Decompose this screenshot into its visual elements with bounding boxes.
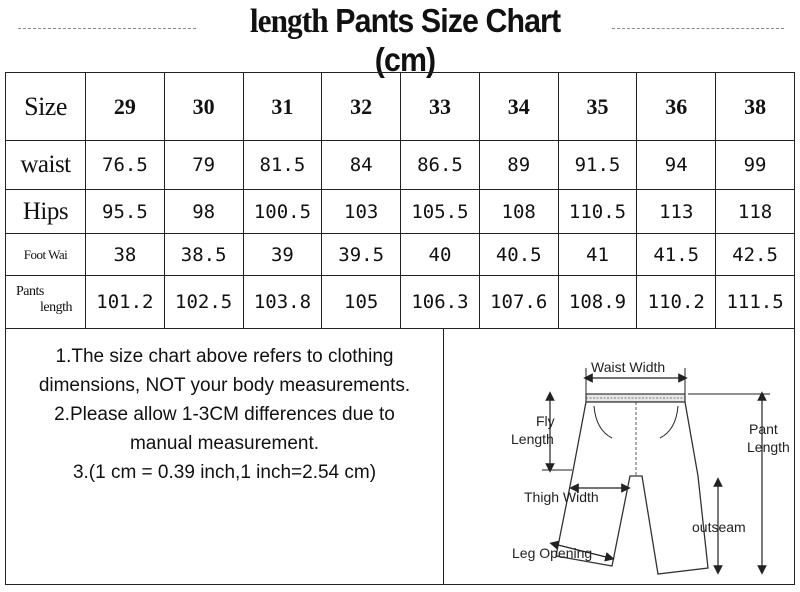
note-line: dimensions, NOT your body measurements. — [38, 375, 411, 396]
size-cell: 38 — [716, 73, 795, 141]
table-cell: 99 — [716, 141, 795, 190]
table-cell: 89 — [479, 141, 558, 190]
fly-length-indicator — [511, 396, 572, 470]
table-cell: 39.5 — [322, 234, 401, 276]
table-cell: 98 — [164, 190, 243, 234]
note-line: 3.(1 cm = 0.39 inch,1 inch=2.54 cm) — [72, 462, 377, 483]
label-thigh-width: Thigh Width — [524, 489, 599, 505]
title-divider-right — [612, 28, 784, 29]
notes-block — [6, 342, 443, 487]
table-cell: 40 — [401, 234, 480, 276]
note-line: manual measurement. — [129, 433, 320, 454]
table-row-hips — [6, 190, 795, 234]
label-outseam: outseam — [692, 519, 746, 535]
table-cell: 95.5 — [86, 190, 165, 234]
table-cell: 84 — [322, 141, 401, 190]
info-panel — [5, 328, 795, 585]
size-cell: 33 — [401, 73, 480, 141]
table-cell: 113 — [637, 190, 716, 234]
waist-width-indicator — [586, 359, 685, 394]
row-label-pants-length — [6, 276, 86, 329]
table-cell: 107.6 — [479, 276, 558, 329]
table-cell: 79 — [164, 141, 243, 190]
table-cell: 38 — [86, 234, 165, 276]
table-row-foot-waist — [6, 234, 795, 276]
table-cell: 103 — [322, 190, 401, 234]
title-divider-left — [18, 28, 196, 29]
table-cell: 81.5 — [243, 141, 322, 190]
row-label-pants: Pants — [16, 284, 44, 299]
label-pant: Pant — [749, 421, 778, 437]
table-cell: 102.5 — [164, 276, 243, 329]
table-cell: 41 — [558, 234, 637, 276]
table-cell: 41.5 — [637, 234, 716, 276]
table-cell: 111.5 — [716, 276, 795, 329]
table-cell: 105 — [322, 276, 401, 329]
note-line: 1.The size chart above refers to clothing — [55, 346, 394, 367]
table-cell: 101.2 — [86, 276, 165, 329]
size-cell: 29 — [86, 73, 165, 141]
table-row-pants-length — [6, 276, 795, 329]
table-cell: 106.3 — [401, 276, 480, 329]
page-title — [221, 2, 589, 79]
size-cell: 36 — [637, 73, 716, 141]
size-cell: 35 — [558, 73, 637, 141]
table-cell: 86.5 — [401, 141, 480, 190]
table-cell: 110.2 — [637, 276, 716, 329]
table-cell: 40.5 — [479, 234, 558, 276]
table-cell: 100.5 — [243, 190, 322, 234]
title-bar — [0, 0, 800, 78]
table-cell: 94 — [637, 141, 716, 190]
title-word-length: length — [249, 3, 328, 40]
label-waist-width: Waist Width — [591, 359, 666, 375]
label-fly: Fly — [536, 413, 555, 429]
table-cell: 110.5 — [558, 190, 637, 234]
table-cell: 108 — [479, 190, 558, 234]
label-fly-length: Length — [511, 431, 554, 447]
size-table — [5, 72, 795, 329]
table-cell: 42.5 — [716, 234, 795, 276]
table-row-waist — [6, 141, 795, 190]
table-cell: 91.5 — [558, 141, 637, 190]
table-cell: 103.8 — [243, 276, 322, 329]
panel-divider — [443, 328, 444, 584]
label-leg-opening: Leg Opening — [512, 545, 593, 561]
row-label-waist: waist — [6, 141, 86, 190]
label-pant-length: Length — [747, 439, 790, 455]
size-cell: 30 — [164, 73, 243, 141]
table-cell: 76.5 — [86, 141, 165, 190]
table-cell: 38.5 — [164, 234, 243, 276]
row-label-size: Size — [6, 73, 86, 141]
note-line: 2.Please allow 1-3CM differences due to — [54, 404, 395, 425]
row-label-hips: Hips — [6, 190, 86, 234]
table-cell: 108.9 — [558, 276, 637, 329]
table-cell: 105.5 — [401, 190, 480, 234]
table-cell: 118 — [716, 190, 795, 234]
pants-measurement-diagram — [446, 328, 792, 584]
row-label-foot-waist: Foot Wai — [6, 234, 86, 276]
size-cell: 34 — [479, 73, 558, 141]
table-cell: 39 — [243, 234, 322, 276]
table-row-size — [6, 73, 795, 141]
row-label-length: length — [40, 300, 72, 315]
size-cell: 31 — [243, 73, 322, 141]
title-rest: Pants Size Chart (cm) — [327, 2, 561, 78]
size-cell: 32 — [322, 73, 401, 141]
